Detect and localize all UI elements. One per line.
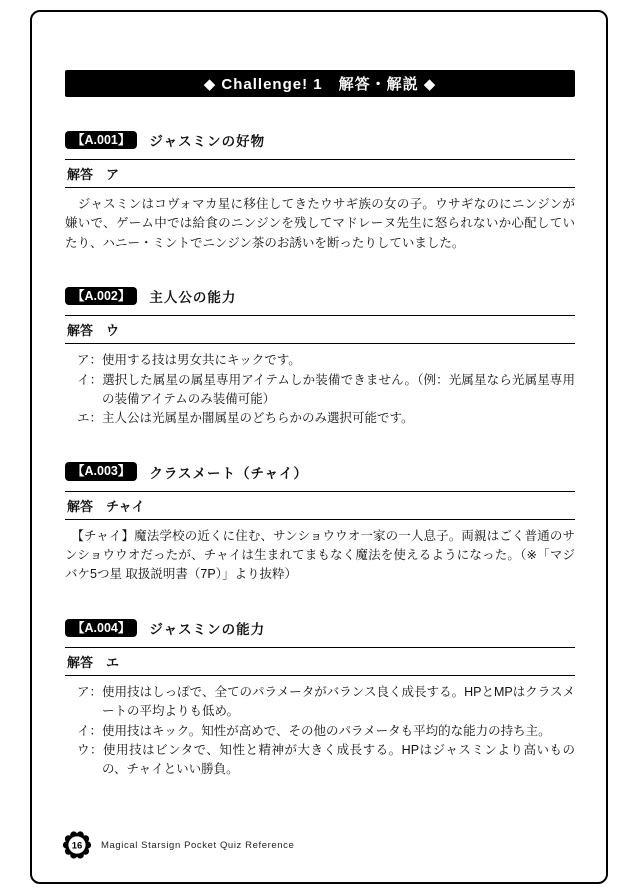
section-number-badge: 【A.003】 [65,462,137,481]
answer-row [65,647,575,676]
section-paragraph: 【チャイ】魔法学校の近くに住む、サンショウウオ一家の一人息子。両親はごく普通のサンショウウオだったが、チャイは生まれてまもなく魔法を使えるようになった。（※「マジバケ5つ星 取扱説明書（7P）」より抜粋） [65,528,575,582]
flower-gear-icon [62,830,92,860]
section-title: 主人公の能力 [149,290,237,306]
answer-value: ウ [106,323,120,339]
answer-section-a003 [65,462,575,585]
section-number-badge: 【A.002】 [65,287,137,306]
answer-label: 解答 [67,498,94,514]
answer-label: 解答 [67,654,94,670]
section-title: クラスメート（チャイ） [149,465,309,481]
section-paragraph: ジャスミンはコヴォマカ星に移住してきたウサギ族の女の子。ウサギなのにニンジンが嫌いで、ゲーム中では給食のニンジンを残してマドレーヌ先生に怒られないか心配していたり、ハニー・ミントでニンジン茶のお誘いを断ったりしていました。 [65,197,575,250]
section-number-badge: 【A.004】 [65,619,137,638]
section-header [65,618,575,638]
section-number-badge: 【A.001】 [65,131,137,150]
footer-title: Magical Starsign Pocket Quiz Reference [101,839,295,851]
section-body-line: ウ：使用技はビンタで、知性と精神が大きく成長する。HPはジャスミンより高いものの、チャイといい勝負。 [77,742,575,777]
section-header [65,130,575,150]
section-title: ジャスミンの能力 [149,621,266,637]
section-header [65,286,575,306]
section-body-line: ア：使用技はしっぽで、全てのパラメータがバランス良く成長する。HPとMPはクラスメートの平均よりも低め。 [77,684,575,719]
answer-section-a002 [65,286,575,429]
answer-value: エ [106,654,120,670]
answer-value: チャイ [106,498,145,514]
answer-section-a004 [65,618,575,780]
page-number-icon [62,830,92,860]
section-body [65,351,575,429]
section-body [65,195,575,253]
challenge-banner-text: ◆ Challenge! 1 解答・解説 ◆ [203,76,437,93]
answer-label: 解答 [67,167,94,182]
page-number: 16 [71,840,83,852]
challenge-banner [65,70,575,97]
section-header [65,462,575,482]
answer-label: 解答 [67,323,94,339]
section-body [65,527,575,585]
section-title: ジャスミンの好物 [149,134,266,149]
answer-section-a001 [65,130,575,253]
answer-row [65,315,575,344]
section-body-line: エ：主人公は光属星か闇属星のどちらかのみ選択可能です。 [77,411,414,426]
section-body-line: ア：使用する技は男女共にキックです。 [77,353,301,368]
answer-value: ア [106,167,120,182]
page-footer [62,830,294,860]
section-body-line: イ：使用技はキック。知性が高めで、その他のパラメータも平均的な能力の持ち主。 [77,723,551,738]
section-body [65,683,575,780]
answer-row [65,491,575,520]
section-body-line: イ：選択した属星の属星専用アイテムしか装備できません。（例：光属星なら光属星専用の装備アイテムのみ装備可能） [77,372,575,406]
page-content [65,0,575,780]
answer-row [65,159,575,188]
